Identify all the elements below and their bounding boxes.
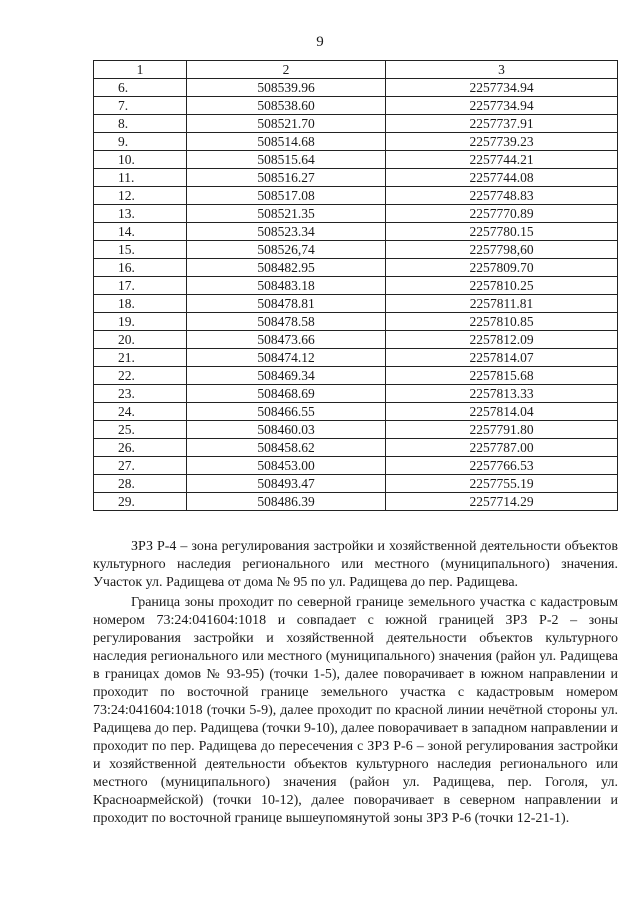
table-row [94, 385, 618, 403]
point-number-cell: 6. [94, 79, 187, 97]
x-coordinate-cell: 508526,74 [187, 241, 386, 259]
y-coordinate-cell: 2257813.33 [386, 385, 618, 403]
y-coordinate-cell: 2257809.70 [386, 259, 618, 277]
y-coordinate-cell: 2257744.08 [386, 169, 618, 187]
y-coordinate-cell: 2257810.85 [386, 313, 618, 331]
point-number-cell: 29. [94, 493, 187, 511]
table-row [94, 313, 618, 331]
x-coordinate-cell: 508483.18 [187, 277, 386, 295]
x-coordinate-cell: 508538.60 [187, 97, 386, 115]
y-coordinate-cell: 2257798,60 [386, 241, 618, 259]
point-number-cell: 13. [94, 205, 187, 223]
y-coordinate-cell: 2257780.15 [386, 223, 618, 241]
x-coordinate-cell: 508478.81 [187, 295, 386, 313]
x-coordinate-cell: 508516.27 [187, 169, 386, 187]
point-number-cell: 19. [94, 313, 187, 331]
y-coordinate-cell: 2257815.68 [386, 367, 618, 385]
table-header-row [94, 61, 618, 79]
table-row [94, 475, 618, 493]
x-coordinate-cell: 508466.55 [187, 403, 386, 421]
y-coordinate-cell: 2257787.00 [386, 439, 618, 457]
x-coordinate-cell: 508478.58 [187, 313, 386, 331]
table-row [94, 403, 618, 421]
x-coordinate-cell: 508458.62 [187, 439, 386, 457]
x-coordinate-cell: 508521.35 [187, 205, 386, 223]
y-coordinate-cell: 2257791.80 [386, 421, 618, 439]
y-coordinate-cell: 2257744.21 [386, 151, 618, 169]
point-number-cell: 26. [94, 439, 187, 457]
x-coordinate-cell: 508482.95 [187, 259, 386, 277]
y-coordinate-cell: 2257748.83 [386, 187, 618, 205]
table-row [94, 151, 618, 169]
table-row [94, 187, 618, 205]
table-row [94, 169, 618, 187]
point-number-cell: 27. [94, 457, 187, 475]
y-coordinate-cell: 2257714.29 [386, 493, 618, 511]
y-coordinate-cell: 2257766.53 [386, 457, 618, 475]
table-row [94, 331, 618, 349]
x-coordinate-cell: 508474.12 [187, 349, 386, 367]
table-row [94, 349, 618, 367]
point-number-cell: 22. [94, 367, 187, 385]
point-number-cell: 14. [94, 223, 187, 241]
point-number-cell: 9. [94, 133, 187, 151]
point-number-cell: 17. [94, 277, 187, 295]
paragraph-text: ЗРЗ Р-4 – зона регулирования застройки и хозяйственной деятельности объектов культурного наследия регионального или местного (муниципального) значения. Участок ул. Радищева от дома № 95 по ул. Радищева до пер. Радищева. [93, 539, 618, 590]
point-number-cell: 10. [94, 151, 187, 169]
table-row [94, 241, 618, 259]
y-coordinate-cell: 2257739.23 [386, 133, 618, 151]
x-coordinate-cell: 508523.34 [187, 223, 386, 241]
table-row [94, 493, 618, 511]
point-number-cell: 25. [94, 421, 187, 439]
x-coordinate-cell: 508460.03 [187, 421, 386, 439]
point-number-cell: 20. [94, 331, 187, 349]
x-coordinate-cell: 508473.66 [187, 331, 386, 349]
x-coordinate-cell: 508514.68 [187, 133, 386, 151]
table-row [94, 115, 618, 133]
x-coordinate-cell: 508493.47 [187, 475, 386, 493]
y-coordinate-cell: 2257814.07 [386, 349, 618, 367]
table-row [94, 295, 618, 313]
y-coordinate-cell: 2257734.94 [386, 79, 618, 97]
column-header-number: 1 [94, 61, 187, 79]
y-coordinate-cell: 2257814.04 [386, 403, 618, 421]
table-row [94, 439, 618, 457]
point-number-cell: 7. [94, 97, 187, 115]
x-coordinate-cell: 508469.34 [187, 367, 386, 385]
table-row [94, 457, 618, 475]
table-row [94, 421, 618, 439]
table-row [94, 367, 618, 385]
point-number-cell: 24. [94, 403, 187, 421]
point-number-cell: 16. [94, 259, 187, 277]
point-number-cell: 23. [94, 385, 187, 403]
y-coordinate-cell: 2257811.81 [386, 295, 618, 313]
point-number-cell: 18. [94, 295, 187, 313]
table-row [94, 259, 618, 277]
point-number-cell: 12. [94, 187, 187, 205]
point-number-cell: 15. [94, 241, 187, 259]
table-row [94, 79, 618, 97]
point-number-cell: 21. [94, 349, 187, 367]
x-coordinate-cell: 508515.64 [187, 151, 386, 169]
paragraph-text: Граница зоны проходит по северной границе земельного участка с кадастровым номером 73:24:041604:1018 и совпадает с южной границей ЗРЗ Р-2 – зоны регулирования застройки и хозяйственной деятельности объектов культурного наследия регионального или местного (муниципального) значения (район ул. Радищева в границах домов № 93-95) (точки 1-5), далее поворачивает в южном направлении и проходит по восточной границе земельного участка с кадастровым номером 73:24:041604:1018 (точки 5-9), далее проходит по красной линии нечётной стороны ул. Радищева до пер. Радищева (точки 9-10), далее поворачивает в западном направлении и проходит по пер. Радищева до пересечения с ЗРЗ Р-6 – зоной регулирования застройки и хозяйственной деятельности объектов культурного наследия регионального или местного (муниципального) значения (район ул. Радищева, пер. Гоголя, ул. Красноармейской) (точки 10-12), далее поворачивает в северном направлении и проходит по восточной границе вышеупомянутой зоны ЗРЗ Р-6 (точки 12-21-1). [93, 595, 618, 826]
table-row [94, 205, 618, 223]
boundary-description-paragraph [93, 594, 618, 828]
y-coordinate-cell: 2257770.89 [386, 205, 618, 223]
y-coordinate-cell: 2257734.94 [386, 97, 618, 115]
point-number-cell: 28. [94, 475, 187, 493]
table-row [94, 223, 618, 241]
x-coordinate-cell: 508486.39 [187, 493, 386, 511]
page-number: 9 [316, 34, 324, 50]
x-coordinate-cell: 508468.69 [187, 385, 386, 403]
table-row [94, 97, 618, 115]
point-number-cell: 11. [94, 169, 187, 187]
table-body [94, 79, 618, 511]
column-header-x: 2 [187, 61, 386, 79]
y-coordinate-cell: 2257737.91 [386, 115, 618, 133]
x-coordinate-cell: 508517.08 [187, 187, 386, 205]
table-row [94, 277, 618, 295]
table-row [94, 133, 618, 151]
y-coordinate-cell: 2257812.09 [386, 331, 618, 349]
x-coordinate-cell: 508453.00 [187, 457, 386, 475]
point-number-cell: 8. [94, 115, 187, 133]
zone-title-paragraph [93, 538, 618, 592]
x-coordinate-cell: 508521.70 [187, 115, 386, 133]
y-coordinate-cell: 2257810.25 [386, 277, 618, 295]
coordinates-table [93, 60, 618, 511]
column-header-y: 3 [386, 61, 618, 79]
y-coordinate-cell: 2257755.19 [386, 475, 618, 493]
x-coordinate-cell: 508539.96 [187, 79, 386, 97]
